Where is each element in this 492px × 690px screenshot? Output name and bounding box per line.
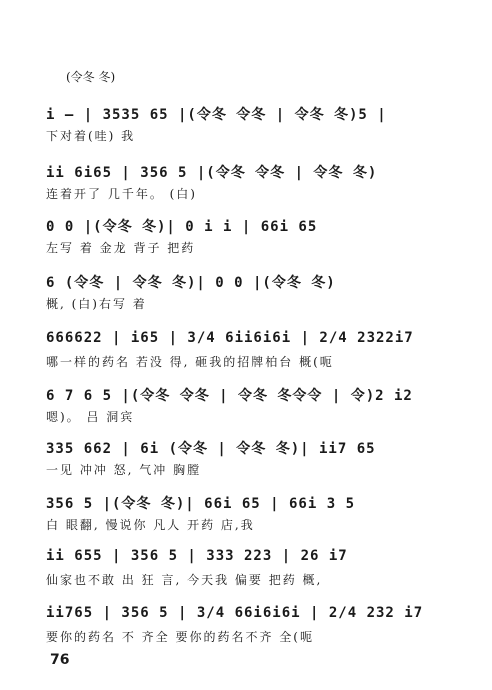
score-row-9-notes: ii 655 | 356 5 | 333 223 | 26 i7 (46, 548, 348, 564)
score-row-5-lyrics: 哪一样的药名 若没 得, 砸我的招牌柏台 概(呃 (46, 355, 334, 369)
score-row-3-lyrics: 左写 着 金龙 背子 把药 (46, 241, 196, 255)
page-number: 76 (50, 652, 70, 668)
score-row-6-lyrics: 嗯)。 吕 洞宾 (46, 410, 135, 424)
score-row-9-lyrics: 仙家也不敢 出 狂 言, 今天我 偏要 把药 概, (46, 573, 323, 587)
score-row-10-lyrics: 要你的药名 不 齐全 要你的药名不齐 全(呃 (46, 630, 314, 644)
score-row-2-lyrics: 连着开了 几千年。 (白) (46, 187, 197, 201)
score-row-6-notes: 6 7 6 5 |(令冬 令冬 | 令冬 冬令令 | 令)2 i2 (46, 388, 413, 404)
score-row-7-lyrics: 一见 冲冲 怒, 气冲 胸膛 (46, 463, 202, 477)
score-row-4-notes: 6 (令冬 | 令冬 冬)| 0 0 |(令冬 冬) (46, 275, 336, 291)
score-row-3-notes: 0 0 |(令冬 冬)| 0 i i | 66i 65 (46, 219, 318, 235)
score-row-7-notes: 335 662 | 6i (令冬 | 令冬 冬)| ii7 65 (46, 441, 376, 457)
score-row-4-lyrics: 概, (白)右写 着 (46, 297, 147, 311)
score-row-8-notes: 356 5 |(令冬 冬)| 66i 65 | 66i 3 5 (46, 496, 356, 512)
score-row-8-lyrics: 白 眼翻, 慢说你 凡人 开药 店,我 (46, 518, 255, 532)
score-row-1-lyrics: 下对着(哇) 我 (46, 129, 136, 143)
score-row-5-notes: 666622 | i65 | 3/4 6ii6i6i | 2/4 2322i7 (46, 330, 414, 346)
header: (令冬 冬) (66, 70, 116, 84)
score-row-1-notes: i — | 3535 65 |(令冬 令冬 | 令冬 冬)5 | (46, 107, 387, 123)
score-row-2-notes: ii 6i65 | 356 5 |(令冬 令冬 | 令冬 冬) (46, 165, 378, 181)
score-row-10-notes: ii765 | 356 5 | 3/4 66i6i6i | 2/4 232 i7 (46, 605, 424, 621)
